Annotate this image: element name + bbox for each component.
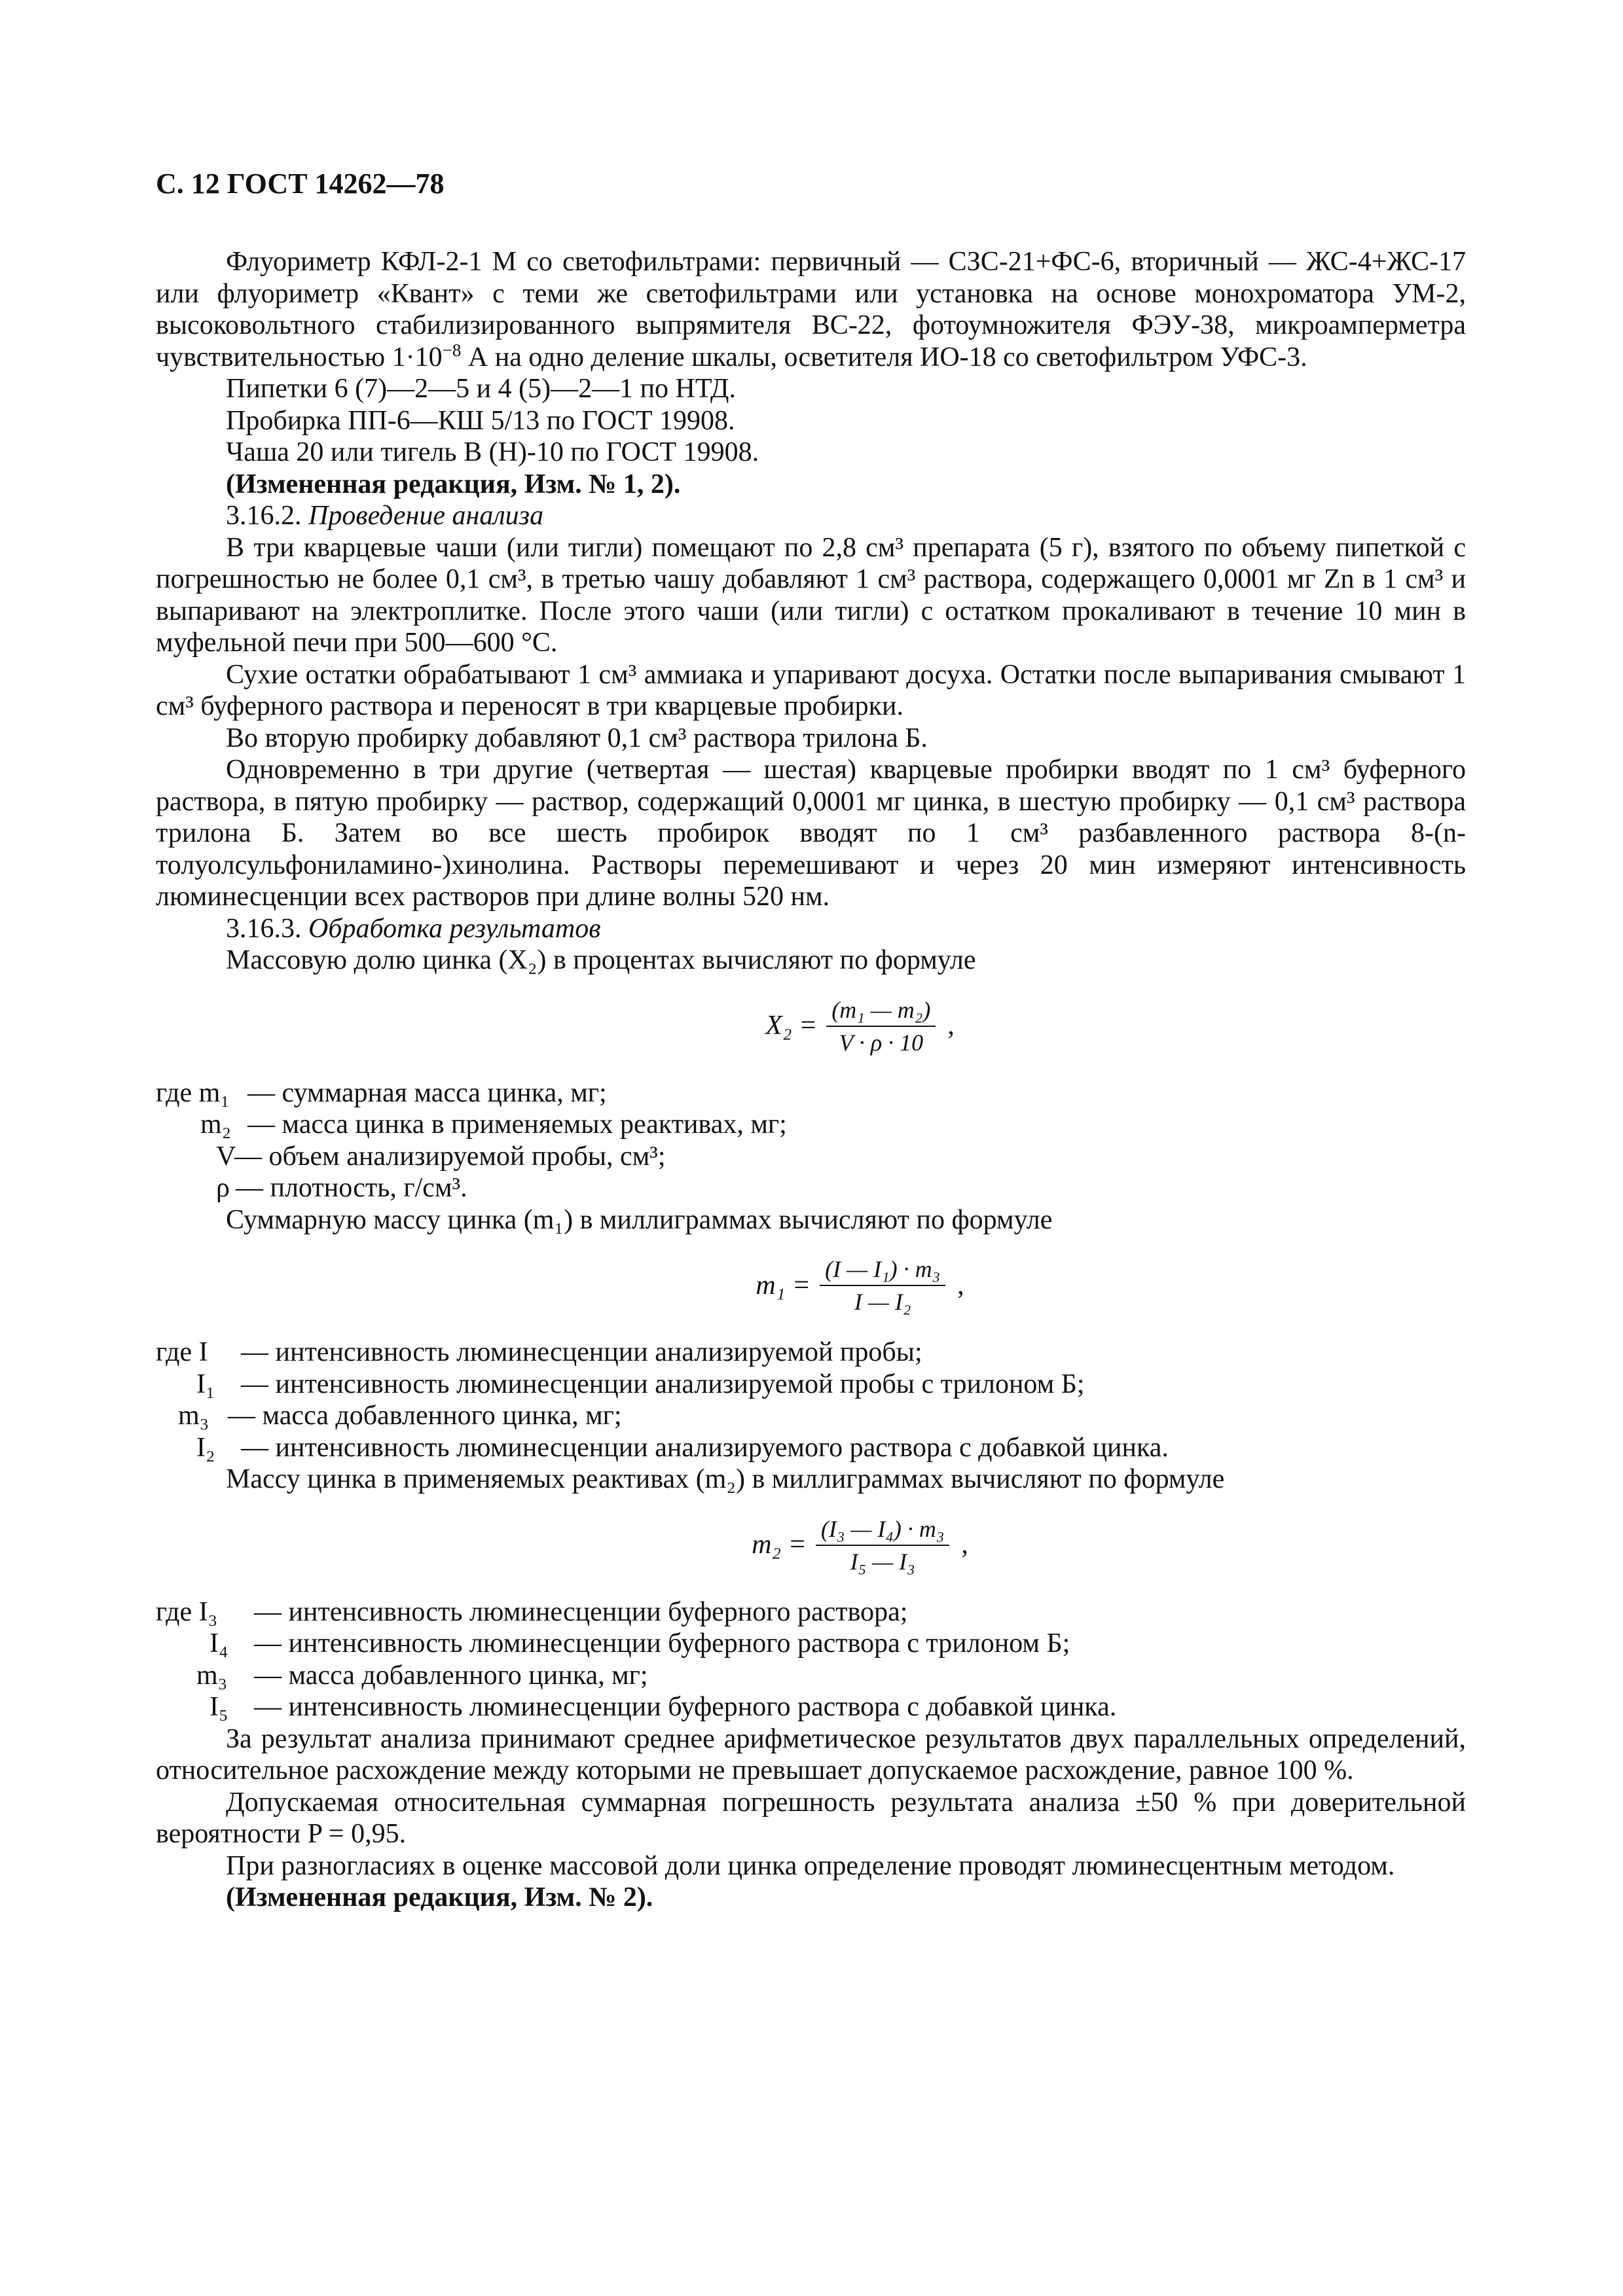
section-heading-3163: 3.16.3. Обработка результатов <box>226 913 601 944</box>
pipettes-line: Пипетки 6 (7)—2—5 и 4 (5)—2—1 по НТД. <box>226 374 737 404</box>
analysis-paragraph-4: Одновременно в три другие (четвертая — шестая) кварцевые пробирки вводят по 1 см³ буферного раствора, в пятую пробирку — раствор, содержащий 0,0001 мг цинка, в шестую пробирку — 0,1 см³ раствора трилона Б. Затем во все шесть пробирок вводят по 1 см³ разбавленного раствора 8-(n-толуолсульфониламино-)хинолина. Растворы перемешивают и через 20 мин измеряют интенсивность люминесценции всех растворов при длине волны 520 нм. <box>156 755 1466 912</box>
analysis-paragraph-2: Сухие остатки обрабатывают 1 см³ аммиака и упаривают досуха. Остатки после выпаривания смывают 1 см³ буферного раствора и переносят в три кварцевые пробирки. <box>156 659 1466 721</box>
legend-row: где I₃ — интенсивность люминесценции буферного раствора; <box>156 1596 908 1627</box>
formula-intro-x2: Массовую долю цинка (X₂) в процентах вычисляют по формуле <box>226 945 976 975</box>
legend-x2 <box>156 1077 1466 1204</box>
legend-row: I₄ — интенсивность люминесценции буферного раствора с трилоном Б; <box>210 1628 1070 1659</box>
formula-intro-m1: Суммарную массу цинка (m₁) в миллиграммах вычисляют по формуле <box>226 1204 1053 1235</box>
amendment-note-2: (Измененная редакция, Изм. № 2). <box>226 1882 653 1912</box>
error-paragraph: Допускаемая относительная суммарная погрешность результата анализа ±50 % при доверительной вероятности P = 0,95. <box>156 1787 1466 1849</box>
legend-row: I₅ — интенсивность люминесценции буферного раствора с добавкой цинка. <box>210 1692 1117 1722</box>
legend-row: m₃ — масса добавленного цинка, мг; <box>196 1660 648 1691</box>
legend-row: I₁ — интенсивность люминесценции анализируемой пробы с трилоном Б; <box>196 1369 1085 1399</box>
legend-row: V — объем анализируемой пробы, см³; <box>216 1141 666 1172</box>
tube-line: Пробирка ПП-6—КШ 5/13 по ГОСТ 19908. <box>226 405 735 436</box>
document-body <box>156 246 1466 1914</box>
legend-row: где I — интенсивность люминесценции анализируемой пробы; <box>156 1337 922 1367</box>
page-header: С. 12 ГОСТ 14262—78 <box>156 168 445 200</box>
legend-row: I₂ — интенсивность люминесценции анализируемого раствора с добавкой цинка. <box>196 1432 1169 1463</box>
result-paragraph: За результат анализа принимают среднее арифметическое результатов двух параллельных определений, относительное расхождение между которыми не превышает допускаемое расхождение, равное 100 %. <box>156 1723 1466 1785</box>
formula-intro-m2: Массу цинка в применяемых реактивах (m₂) в миллиграммах вычисляют по формуле <box>226 1464 1225 1494</box>
fluorimeter-paragraph: Флуориметр КФЛ-2-1 М со светофильтрами: первичный — СЗС-21+ФС-6, вторичный — ЖС-4+ЖС-17 или флуориметр «Квант» с теми же светофильтрами или установка на основе монохроматора УМ-2, высоковольтного стабилизированного выпрямителя ВС-22, фотоумножителя ФЭУ-38, микроамперметра чувствительностью $1\cdot 10^{-8}$ А на одно деление шкалы, осветителя ИО-18 со светофильтром УФС-3. <box>156 247 1466 372</box>
formula-m2: m₂ = $\frac{\text{(I₃ — I₄) · m₃}}{\text{I₅ — I₃}}$ , <box>752 1515 968 1575</box>
legend-row: m₃ — масса добавленного цинка, мг; <box>178 1401 622 1431</box>
legend-row: где m₁ — суммарная масса цинка, мг; <box>156 1077 607 1108</box>
section-heading-3162: 3.16.2. Проведение анализа <box>226 501 544 531</box>
amendment-note-1: (Измененная редакция, Изм. № 1, 2). <box>226 469 681 499</box>
formula-x2: X₂ = $\frac{\text{(m₁ — m₂)}}{V \cdot \rho \cdot 10}$ , <box>765 996 955 1056</box>
legend-row: m₂ — масса цинка в применяемых реактивах, мг; <box>200 1109 787 1139</box>
legend-m1 <box>156 1336 1466 1463</box>
analysis-paragraph-1: В три кварцевые чаши (или тигли) помещают по 2,8 см³ препарата (5 г), взятого по объему пипеткой с погрешностью не более 0,1 см³, в третью чашу добавляют 1 см³ раствора, содержащего 0,0001 мг Zn в 1 см³ и выпаривают на электроплитке. После этого чаши (или тигли) с остатком прокаливают в течение 10 мин в муфельной печи при 500—600 °С. <box>156 532 1466 658</box>
legend-m2 <box>156 1596 1466 1723</box>
dispute-paragraph: При разногласиях в оценке массовой доли цинка определение проводят люминесцентным методом. <box>226 1850 1395 1881</box>
analysis-paragraph-3: Во вторую пробирку добавляют 0,1 см³ раствора трилона Б. <box>226 723 928 753</box>
formula-m1: m₁ = $\frac{\text{(I — I₁) · m₃}}{\text{I — I₂}}$ , <box>756 1256 964 1315</box>
bowl-line: Чаша 20 или тигель В (Н)-10 по ГОСТ 19908. <box>226 437 759 467</box>
legend-row: ρ — плотность, г/см³. <box>216 1173 467 1203</box>
